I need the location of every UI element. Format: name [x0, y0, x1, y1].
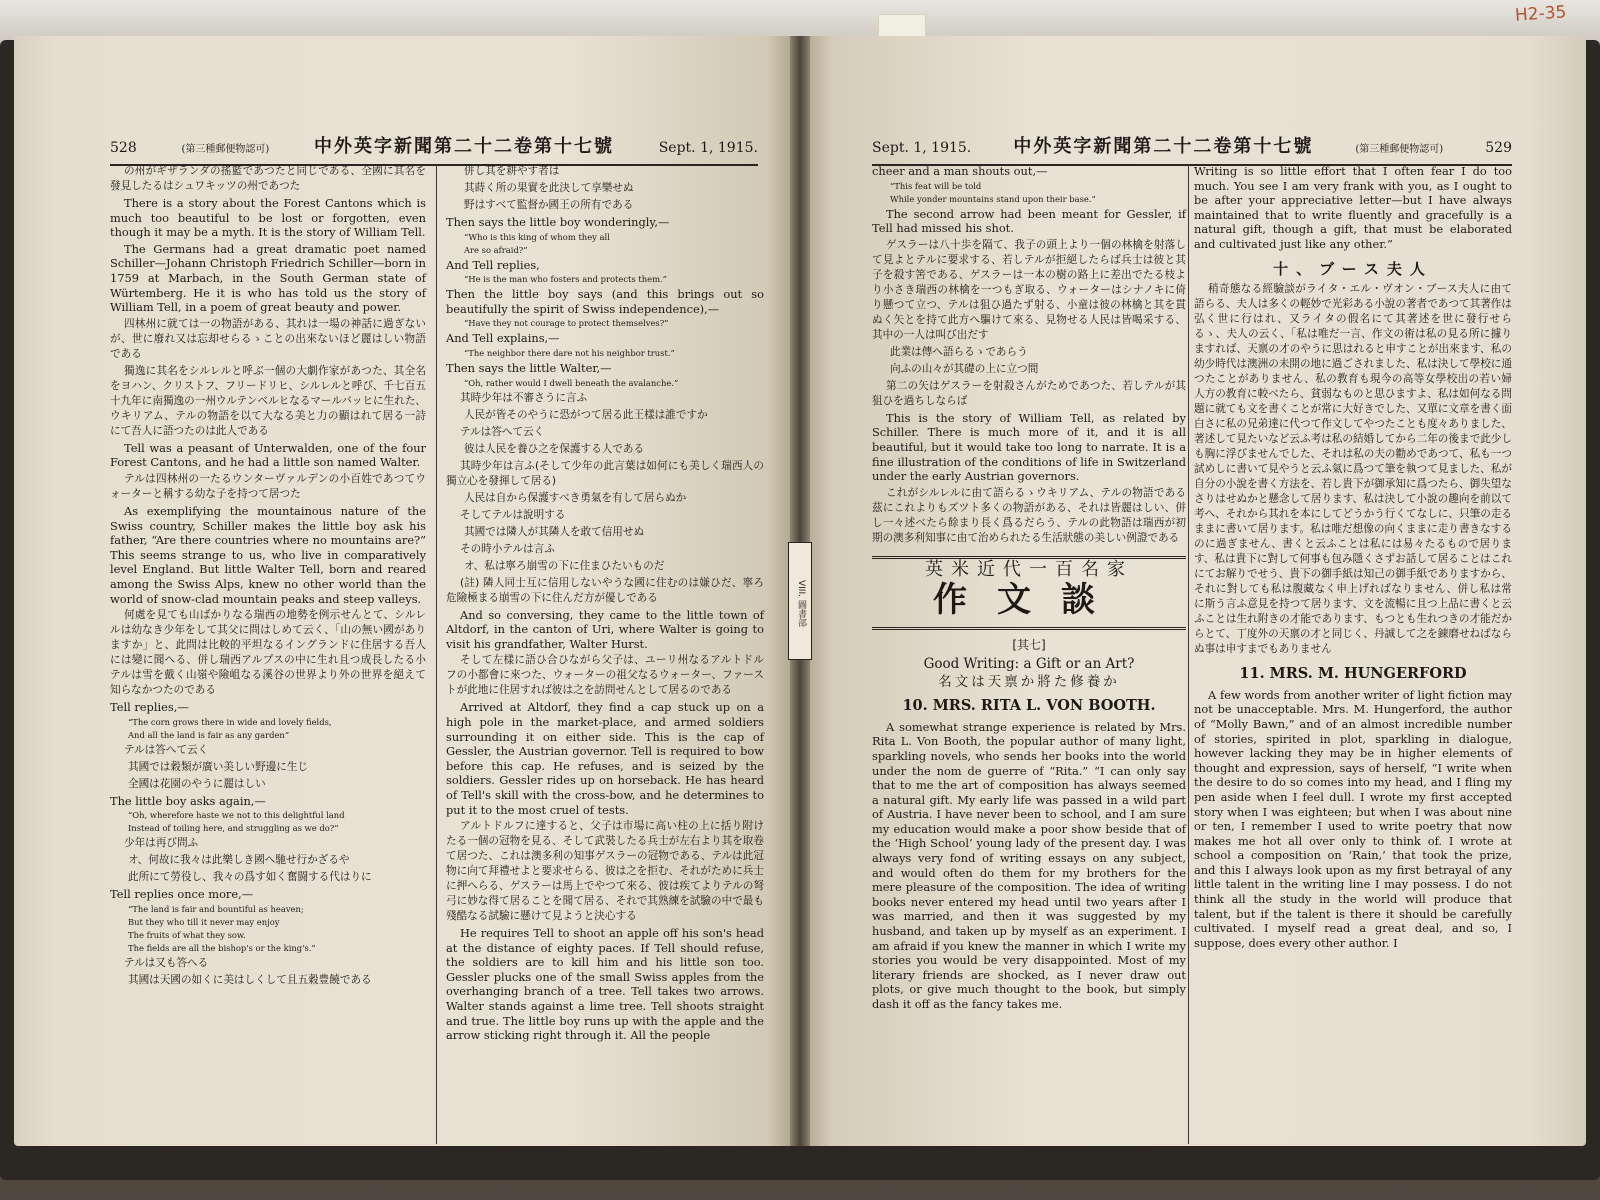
english-paragraph: This is the story of William Tell, as related by Schiller. There is much more of it, and it is all beautiful, but it would take too long to narrate. It is a fine illustration of the conditions of life in Switzerland under the early Austrian governors.: [872, 410, 1186, 484]
japanese-paragraph: 四林州に就ては一の物語がある、其れは一場の神話に過ぎないが、世に廢れ又は忘却せらるゝことの出來ないほど麗はしい物語である: [110, 317, 426, 360]
japanese-paragraph: テルは四林州の一たるウンターヴァルデンの小百姓であつてウォーターと稱する幼な子を持つて居つた: [110, 472, 426, 500]
english-paragraph: And all the land is fair as any garden”: [128, 729, 290, 740]
subtitle-english: Good Writing: a Gift or an Art?: [923, 655, 1135, 672]
english-paragraph: Writing is so little effort that I often fear I do too much. You see I am very frank with you, as I ought to be after your appreciative letter—but I have always maintained that to write fluently and gracefully is a natural gift, though a gift, that must be elaborated and cultivated just like any other.”: [1194, 164, 1512, 251]
left-column-2: [446, 164, 764, 1045]
english-paragraph: The second arrow had been meant for Gessler, if Tell had missed his shot.: [872, 206, 1186, 236]
page-number: 529: [1485, 140, 1512, 156]
tell-story-ending: [872, 164, 1186, 546]
japanese-paragraph: 野はすべて監督か國王の所有である: [464, 199, 634, 211]
english-paragraph: “Oh, wherefore haste we not to this delightful land: [128, 810, 345, 821]
issue-date: Sept. 1, 1915.: [658, 140, 758, 156]
series-banner: [872, 556, 1186, 631]
postal-permit: (第三種郵便物認可): [1355, 144, 1444, 155]
japanese-paragraph: テルは答へて云く: [460, 425, 545, 438]
japanese-paragraph: 全國は花園のやうに麗はしい: [128, 777, 266, 790]
running-head-right: [872, 132, 1512, 166]
japanese-paragraph: ゲスラーは八十歩を隔て、我子の頭上より一個の林檎を射落して見よとテルに要求する、若しテルが拒絕したらば兵士は彼と其子を殺す筈である、ゲスラーは一本の樹の路上に差出でたる枝より小さき瑞西の林檎を一つもぎ取る、ウォーターはシナノキに倚り懸つて立つ、テルは狙ひ過たず射る、小童は彼の林檎と其を貫ぬく矢とを持て此方へ驅けて來る、見物せる人民は皆喝采する、其中の一人は叫び出だす: [872, 238, 1186, 341]
postal-permit: (第三種郵便物認可): [181, 144, 270, 155]
section-label: [其七]: [1012, 638, 1046, 653]
japanese-paragraph: 第二の矢はゲスラーを射殺さんがためであつた、若しテルが其狙ひを過ちしならば: [872, 379, 1186, 407]
booth-japanese-text: [1194, 282, 1512, 657]
english-paragraph: “The neighbor there dare not his neighbor trust.”: [464, 347, 675, 358]
column-divider: [1188, 164, 1189, 1144]
english-paragraph: “Have they not courage to protect themselves?”: [464, 318, 669, 329]
english-paragraph: A somewhat strange experience is related by Mrs. Rita L. Von Booth, the popular author of many light, sparkling novels, who sends her books into the world under the nom de guerre of “Rita.” “I can only say that to me the art of composition has always seemed a natural gift. My early life was passed in a wild part of Austria. I have never been to school, and I am sure my education would make a poor show beside that of the ‘High School’ young lady of the present day. I was always very fond of writing essays on any subject, and would often do them for my brothers for the mere pleasure of the composition. The idea of writing books never entered my head until two years after I was married, and then it was suggested by my husband, and taken up by myself as an experiment. I am afraid if you knew the manner in which I write my stories you would be very disappointed. Most of my literary friends are shocked, as I never draw out plots, or give much thought to the book, but simply dash it off as the fancy takes me.: [872, 719, 1186, 1011]
english-paragraph: “Who is this king of whom they all: [464, 231, 610, 242]
japanese-paragraph: 人民が皆そのやうに恐がつて居る此王樣は誰ですか: [464, 408, 708, 421]
right-column-2: [1194, 164, 1512, 952]
japanese-paragraph: 獨逸に其名をシルレルと呼ぶ一個の大劇作家があつた、其全名をヨハン、クリストフ、フリードリヒ、シルレルと呼び、千七百五十九年に南獨逸の一州ウルテンベルヒなるマールバッヒに生れた、ウキリアム、テルの物語を以て大なる美と力の顯はれて居る一詩にて吾人に語つたのは此人である: [110, 364, 427, 437]
japanese-paragraph: 此所にて勞役し、我々の爲す如く奮闘する代はりに: [128, 871, 372, 884]
english-paragraph: The Germans had a great dramatic poet named Schiller—Johann Christoph Friedrich Schiller—born in 1759 at Marbach, in the South German state of Würtemberg. He it is who has told us the story of William Tell, in a poem of great beauty and power.: [110, 241, 426, 315]
english-paragraph: Instead of toiling here, and struggling as we do?”: [128, 823, 339, 834]
hungerford-text: [1194, 688, 1512, 951]
right-page: [800, 36, 1586, 1146]
english-paragraph: A few words from another writer of light fiction may not be unacceptable. Mrs. M. Hungerford, the author of “Molly Bawn,” and of an almost incredible number of stories, spirited in plot, sparkling in dialogue, however lacking they may be in higher elements of thought and expression, says of herself, “I write when the desire to do so comes into my head, and I fling my pen aside when I feel dull. I wrote my first accepted story when I was eighteen; but when I was about nine or ten, I remember I used to write poetry that now makes me hot all over only to think of. I wrote at school a composition on ‘Rain,’ that took the prize, and this I always look upon as my first betrayal of any little talent in the writing line I may possess. I do not think all the study in the world will produce that talent, but if the talent is there it should be carefully cultivated. I myself read a great deal, and so, I suppose, does every other author. I: [1194, 687, 1512, 950]
von-booth-continued: [1194, 164, 1512, 252]
english-paragraph: The little boy asks again,—: [110, 793, 266, 808]
english-paragraph: Then says the little Walter,—: [446, 360, 612, 375]
japanese-paragraph: 其國では隣人が其隣人を敢て信用せぬ: [464, 525, 645, 538]
english-paragraph: “Oh, rather would I dwell beneath the avalanche.”: [464, 377, 679, 388]
english-paragraph: Then says the little boy wonderingly,—: [446, 215, 670, 229]
english-paragraph: While yonder mountains stand upon their base.”: [890, 193, 1096, 204]
heading-booth-japanese: 十、ブース夫人: [1273, 259, 1433, 278]
english-paragraph: Tell replies once more,—: [110, 887, 254, 902]
heading-hungerford: 11. MRS. M. HUNGERFORD: [1239, 665, 1467, 683]
japanese-paragraph: テルは又も答へる: [124, 956, 209, 969]
english-paragraph: The fields are all the bishop's or the king's.”: [128, 942, 316, 953]
page-number: 528: [110, 140, 137, 156]
right-column-1: [872, 164, 1186, 1014]
issue-date: Sept. 1, 1915.: [872, 140, 972, 156]
english-paragraph: Tell replies,—: [110, 700, 189, 715]
subtitle-japanese: 名文は天禀か將た修養か: [938, 673, 1120, 690]
banner-line-1: 英米近代一百名家: [925, 558, 1133, 580]
japanese-paragraph: 其國では穀類が廣い美しい野邊に生じ: [128, 760, 309, 773]
english-paragraph: There is a story about the Forest Cantons which is much too beautiful to be lost or forgotten, even though it may be a myth. It is the story of William Tell.: [110, 196, 426, 240]
library-stamp: VIII. 圖書部: [788, 542, 812, 660]
english-paragraph: He requires Tell to shoot an apple off his son's head at the distance of eighty paces. If Tell should refuse, the soldiers are to kill him and his little son too. Gessler plucks one of the small Swiss apples from the overhanging branch of a tree. Tell takes two arrows. Walter stands against a lime tree. Tell shoots straight and true. The little boy runs up with the apple and the arrow sticking right through it. All the people: [446, 926, 764, 1043]
english-paragraph: Arrived at Altdorf, they find a cap stuck up on a high pole in the market-place, and armed soldiers surrounding it on either side. This is the cap of Gessler, the Austrian governor. Tell is required to bow before this cap. He refuses, and is seized by the soldiers. Gessler rides up on horseback. He has heard of Tell's skill with the cross-bow, and he determines to put it to the most cruel of tests.: [446, 700, 764, 817]
japanese-paragraph: オ、私は寧ろ崩雪の下に住まひたいものだ: [464, 559, 665, 572]
japanese-paragraph: テルは答へて云く: [124, 743, 209, 756]
japanese-paragraph: アルトドルフに達すると、父子は市場に高い柱の上に括り附けたる一個の冠物を見る、そして武裝したる兵士が左右より其を取卷て居つた、これは澳多利の知事ゲスラーの冠物である、テルは此冠物に向て拜禮せよと要求せらる、彼は之を拒む、それがために兵士に押へらる、ゲスラーは馬上でやつて來る、彼は疾てよりテルの弩弓に妙な得て居ることを聞て居る、それで其熟練を試驗の中で最も殘酷なる試驗に懸けて見ようと決心する: [446, 820, 764, 923]
japanese-paragraph: 其時少年は不審さうに言ふ: [460, 391, 588, 404]
journal-title: 中外英字新聞第二十二卷第十七號: [313, 136, 614, 157]
english-paragraph: Are so afraid?”: [464, 244, 528, 255]
japanese-paragraph: の州がギザランダの搖籃であつたと同じである、全國に其名を發見したるはシュワキッツの州であつた: [110, 165, 426, 192]
japanese-paragraph: 向ふの山々が其礎の上に立つ間: [890, 362, 1039, 375]
japanese-paragraph: 人民は自から保護すべき勇氣を有して居らぬか: [464, 491, 687, 504]
running-head-left: [110, 132, 758, 166]
japanese-paragraph: そしてテルは說明する: [460, 508, 566, 521]
japanese-paragraph: そして左樣に語ひ合ひながら父子は、ユーリ州なるアルトドルフの小都會に來つた、ウォーターの祖父なるウォーター、ファーストが此地に住居すれば彼は之を訪問せんとして居るのである: [446, 654, 764, 697]
english-paragraph: As exemplifying the mountainous nature of the Swiss country, Schiller makes the little boy ask his father, “Are there countries where no mountains are?” This seems strange to us, who live in comparatively level England. But little Walter Tell, born and reared among the Swiss Alps, knew no other world than the world of snow-clad mountain peaks and steep valleys.: [110, 503, 426, 606]
english-paragraph: cheer and a man shouts out,—: [872, 164, 1048, 178]
journal-title: 中外英字新聞第二十二卷第十七號: [1013, 136, 1314, 157]
left-column-1: [110, 164, 426, 990]
left-page: [14, 36, 798, 1146]
japanese-paragraph: 其蒔く所の果實を此決して享樂せぬ: [464, 182, 634, 194]
japanese-paragraph: 此業は傳へ語らるゝであらう: [890, 345, 1028, 358]
english-paragraph: The fruits of what they sow.: [128, 929, 246, 940]
japanese-paragraph: 併し其を耕やす者は: [464, 165, 560, 177]
english-paragraph: And Tell explains,—: [446, 331, 560, 346]
english-paragraph: “He is the man who fosters and protects them.”: [464, 274, 667, 285]
english-paragraph: “The corn grows there in wide and lovely fields,: [128, 716, 332, 727]
japanese-paragraph: これがシルレルに由て語らるゝウキリアム、テルの物語である茲にこれよりもズツト多くの物語がある、それは皆麗はしい、併し一々述べたら餘まり長く爲るだらう、テルの此物語は瑞西が初期の澳多利知事に由て治められたる生活狀態の美しい例證である: [872, 486, 1186, 544]
english-paragraph: And so conversing, they came to the little town of Altdorf, in the canton of Uri, where Walter is going to visit his grandfather, Walter Hurst.: [446, 607, 764, 651]
japanese-paragraph: 少年は再び問ふ: [124, 837, 199, 850]
japanese-paragraph: その時小テルは言ふ: [460, 542, 555, 555]
von-booth-text: [872, 720, 1186, 1012]
pencil-corner-note: H2-35: [1513, 2, 1567, 26]
english-paragraph: “This feat will be told: [890, 180, 982, 191]
japanese-paragraph: 何處を見ても山ばかりなる瑞西の地勢を例示せんとて、シルレルは幼なき少年をして其父に問はしめて云く、「山の無い國がありますか」と、此問は比較的平坦なるイングランドに住居する吾人には變に聞へる、併し瑞西アルプスの中に生れ且つ成長したる小テルは雪を戴く山嶺や險岨なる溪谷の世界より外の世界を絕えて知らなかつたのである: [110, 609, 426, 697]
banner-line-2: 作文談: [933, 580, 1125, 621]
heading-von-booth: 10. MRS. RITA L. VON BOOTH.: [902, 697, 1156, 715]
japanese-paragraph: オ、何故に我々は此樂しき國へ馳せ行かざるや: [128, 854, 350, 867]
english-paragraph: But they who till it never may enjoy: [128, 916, 280, 927]
japanese-paragraph: (註) 隣人同士互に信用しないやうな國に住むのは嫌ひだ、寧ろ危險極まる崩雪の下に住んだ方が優しである: [446, 576, 764, 604]
japanese-paragraph: 彼は人民を養ひ之を保護する人である: [464, 442, 645, 455]
japanese-paragraph: 稍奇態なる經驗談がライタ・エル・ヴオン・ブース夫人に由て語らる、夫人は多くの輕妙で光彩ある小說の著者であつて其著作は弘く世に行はれ、又ライタの假名にて其著述を世に發行せらるゝ、夫人の云く、「私は唯だ一言、作文の術は私の見る所に據りますれば、天禀の才のやうに思はれると申すことが出來ます、私の幼少時代は澳洲の未開の地に過ごされました、私は決して學校に通つたことがありません、私の教育も現今の高等女學校出の若い婦人方の教育に較べたら、貧弱なものと思ひますよ、私は如何なる問題に就ても文を書くことが常に大好きでした、又單に文章を書く面白さに私の兄弟達に代つて作文してやつたことも度々ありました、著述して見たいなど云ふ考は私の結婚してから二年の後まで此少しも胸に浮びませんでした、それは私の夫の勸めであつて、私も一つ試めしに書いて見やうと云ふ氣に爲つて筆を執つて見ました、私が自分の小說を書く方法を、若し貴下が御承知に爲つたら、御失望なさりはせぬかと懸念して居ります、私は決して小說の趣向を前以て考へ、それから其れを本にしてどうかう行くてなしに、只筆の走るままに書いて居ります。私は唯だ想像の向くままに走り書きなするのに過ぎません、書くと云ふことは私には易々たるもので居ります、私は貴下に對して何事も包み隱くさずお話して居ることはこれにてお解りでせう、貴下の御手紙は知己の御手紙でありますから、それに對しても私は腹藏なく申上げればなりません、併し私は常に斯う言ふ意見を持つて居ります、文を流暢に且つ上品に書くと云ふことは生れ附きの才能であります、もつとも生れつきの才能だからとて、丁度外の天禀の才と同じく、丹誠して之を錬磨せねばならぬ事は申すまでもありません: [1194, 283, 1512, 656]
japanese-paragraph: 其國は天國の如くに美はしくして且五穀豊饒である: [128, 973, 372, 986]
english-paragraph: Tell was a peasant of Unterwalden, one of the four Forest Cantons, and he had a little son named Walter.: [110, 440, 426, 470]
english-paragraph: Then the little boy says (and this brings out so beautifully the spirit of Swiss independence),—: [446, 287, 764, 316]
column-divider: [436, 164, 437, 1144]
japanese-paragraph: 其時少年は言ふ(そして少年の此言葉は如何にも美しく瑞西人の獨立心を發揮して居る): [446, 459, 764, 487]
english-paragraph: And Tell replies,: [446, 257, 540, 272]
english-paragraph: “The land is fair and bountiful as heaven;: [128, 903, 304, 914]
